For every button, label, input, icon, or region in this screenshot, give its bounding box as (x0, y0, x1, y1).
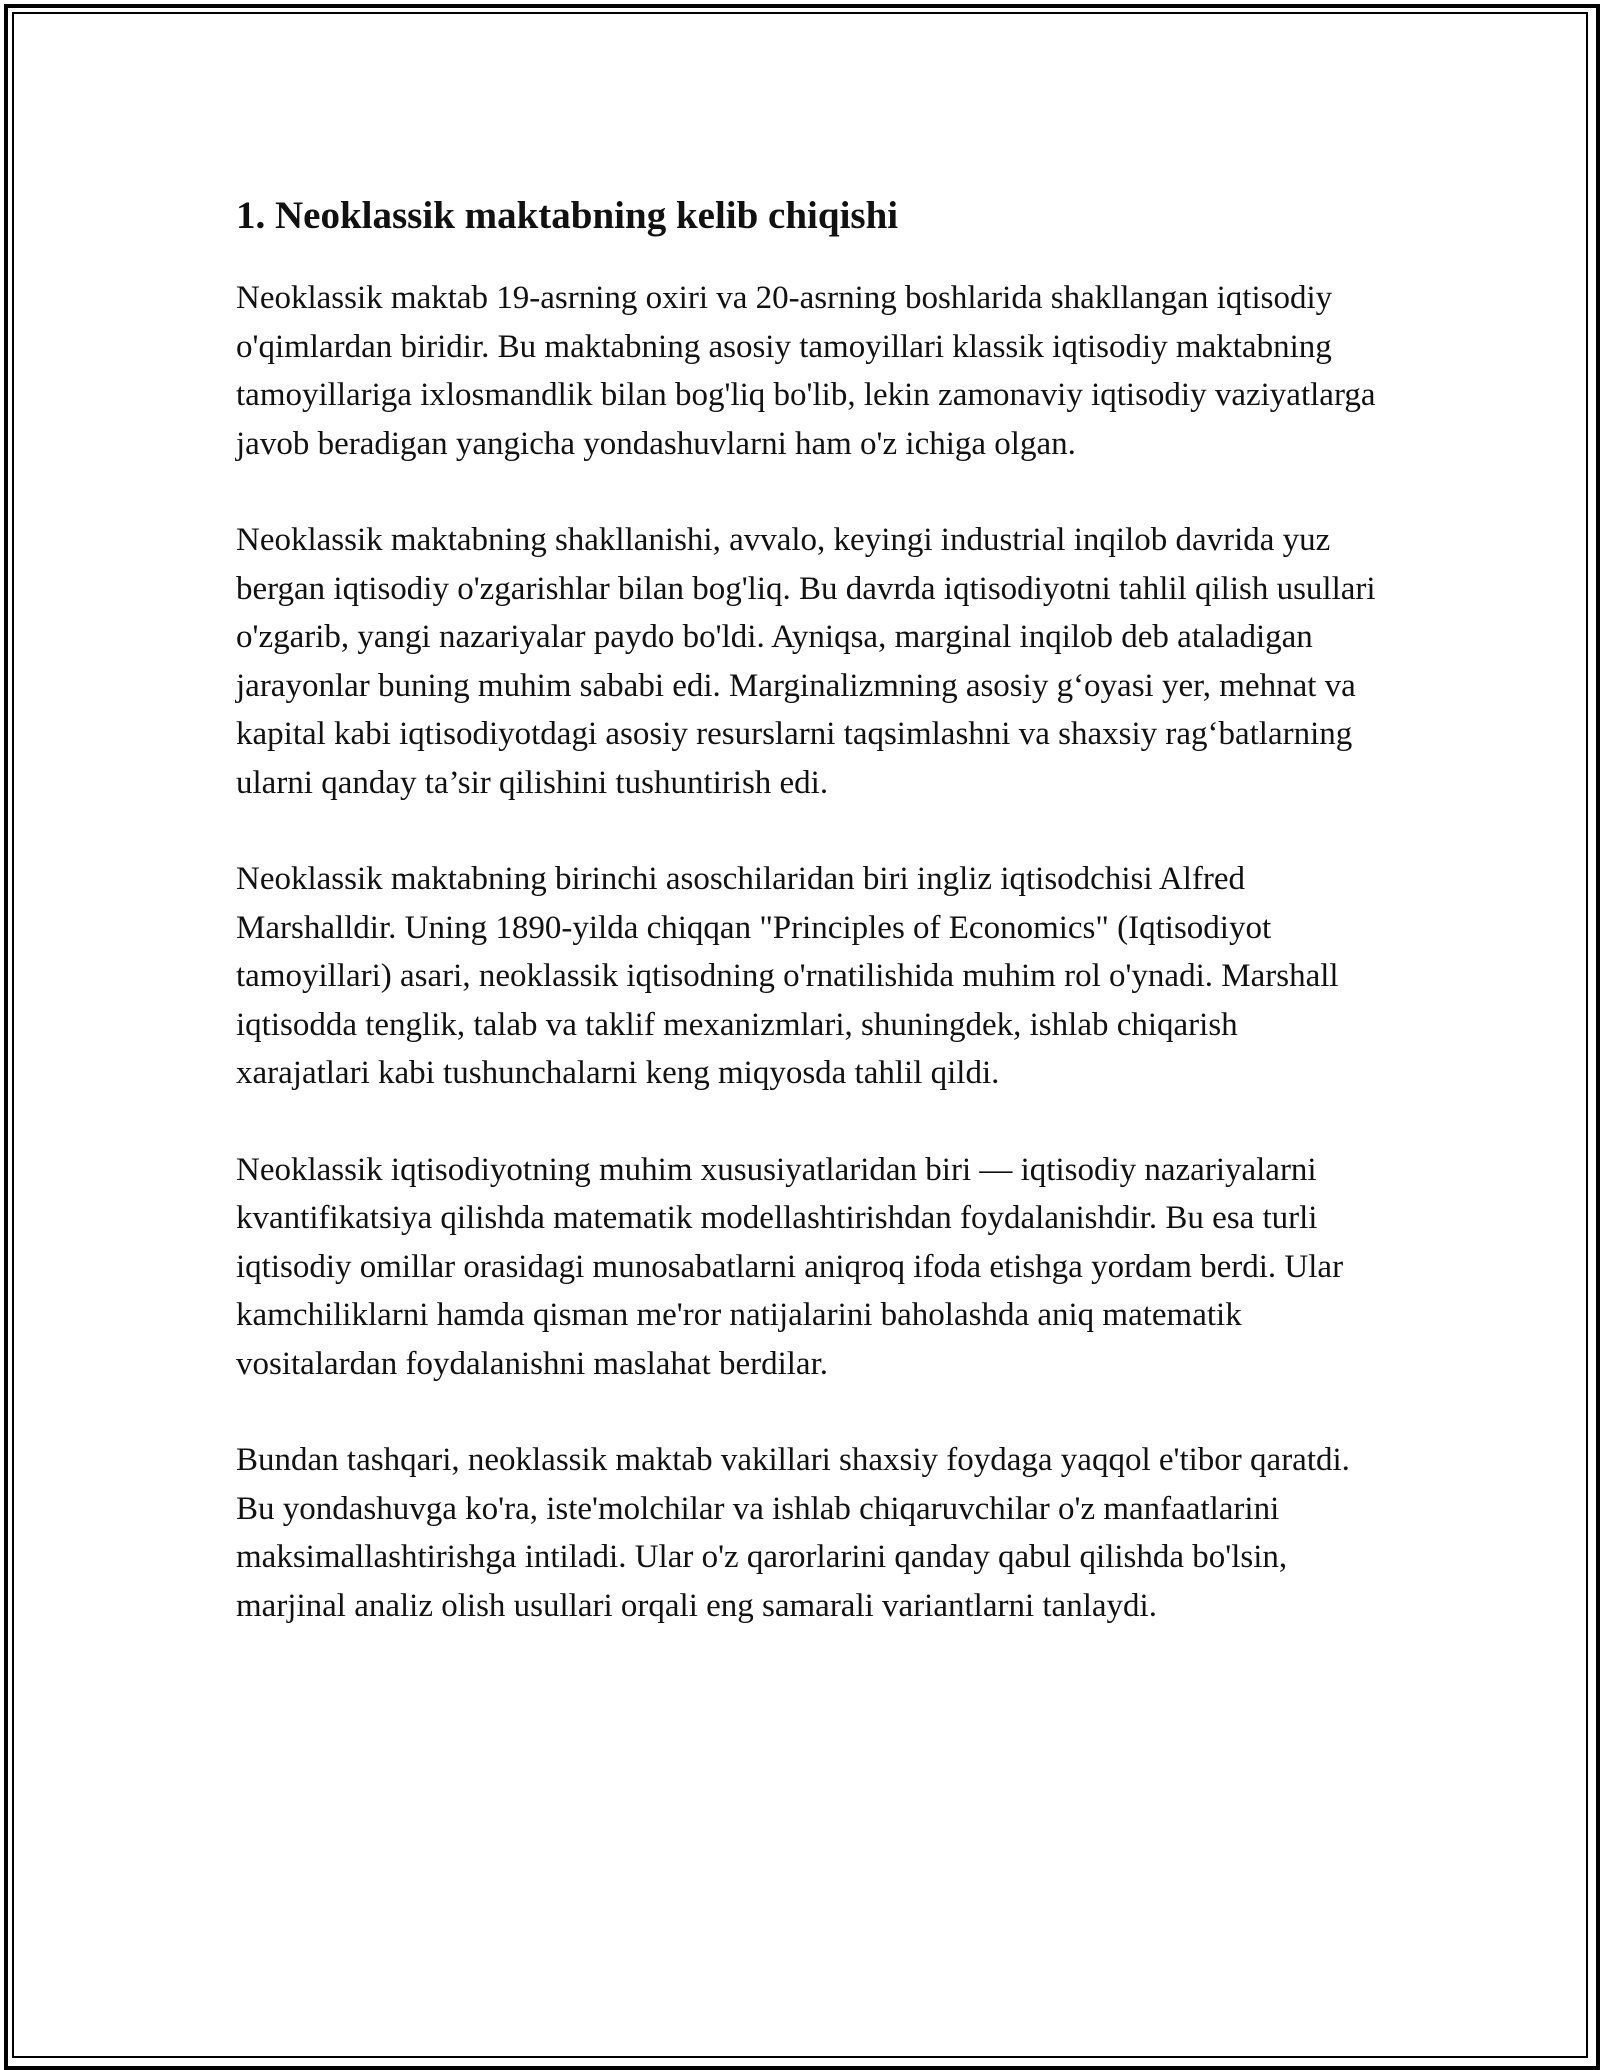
paragraph-1: Neoklassik maktab 19-asrning oxiri va 20-asrning boshlarida shakllangan iqtisodiy o'qimlardan biridir. Bu maktabning asosiy tamoyillari klassik iqtisodiy maktabning tamoyillariga ixlosmandlik bilan bog'liq bo'lib, lekin zamonaviy iqtisodiy vaziyatlarga javob beradigan yangicha yondashuvlarni ham o'z ichiga olgan. (236, 280, 1376, 462)
paragraph-2: Neoklassik maktabning shakllanishi, avvalo, keyingi industrial inqilob davrida yuz bergan iqtisodiy o'zgarishlar bilan bog'liq. Bu davrda iqtisodiyotni tahlil qilish usullari o'zgarib, yangi nazariyalar paydo bo'ldi. Ayniqsa, marginal inqilob deb ataladigan jarayonlar buning muhim sababi edi. Marginalizmning asosiy g‘oyasi yer, mehnat va kapital kabi iqtisodiyotdagi asosiy resurslarni taqsimlashni va shaxsiy rag‘batlarning ularni qanday ta’sir qilishini tushuntirish edi. (236, 522, 1376, 801)
paragraph-3: Neoklassik maktabning birinchi asoschilaridan biri ingliz iqtisodchisi Alfred Marshalldir. Uning 1890-yilda chiqqan "Principles of Economics" (Iqtisodiyot tamoyillari) asari, neoklassik iqtisodning o'rnatilishida muhim rol o'ynadi. Marshall iqtisodda tenglik, talab va taklif mexanizmlari, shuningdek, ishlab chiqarish xarajatlari kabi tushunchalarni keng miqyosda tahlil qildi. (236, 861, 1339, 1091)
paragraph-4: Neoklassik iqtisodiyotning muhim xususiyatlaridan biri — iqtisodiy nazariyalarni kvantifikatsiya qilishda matematik modellashtirishdan foydalanishdir. Bu esa turli iqtisodiy omillar orasidagi munosabatlarni aniqroq ifoda etishga yordam berdi. Ular kamchiliklarni hamda qisman me'ror natijalarini baholashda aniq matematik vositalardan foydalanishni maslahat berdilar. (236, 1151, 1344, 1382)
paragraph-5: Bundan tashqari, neoklassik maktab vakillari shaxsiy foydaga yaqqol e'tibor qaratdi. Bu yondashuvga ko'ra, iste'molchilar va ishlab chiqaruvchilar o'z manfaatlarini maksimallashtirishga intiladi. Ular o'z qarorlarini qanday qabul qilishda bo'lsin, marjinal analiz olish usullari orqali eng samarali variantlarni tanlaydi. (236, 1442, 1350, 1624)
document-body (236, 188, 1376, 1678)
document-title: 1. Neoklassik maktabning kelib chiqishi (236, 194, 899, 237)
